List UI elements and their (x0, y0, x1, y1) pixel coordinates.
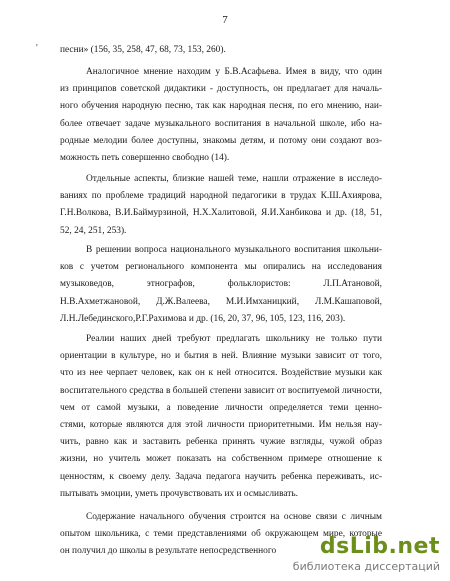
text-line: что из нее черпает человек, как он к ней относится. Воздействие музыки как (60, 368, 382, 379)
text-line: Н.В.Ахметжановой, Д.Ж.Валеева, М.И.Имханицкий, Л.М.Кашаповой, (60, 296, 382, 307)
text-line: песни» (156, 35, 258, 47, 68, 73, 153, 260). (60, 45, 226, 55)
text-line: Отдельные аспекты, близкие нашей теме, нашли отражение в исследо- (86, 174, 382, 184)
text-line: В решении вопроса национального музыкального воспитания школьни- (86, 245, 382, 255)
text-line: чить, равно как и заставить ребенка принять чужие взгляды, чужой образ (60, 437, 382, 448)
text-line: чем от самой музыки, а поведение личности определяется теми ценно- (60, 402, 382, 413)
text-line: из принципов советской дидактики - доступность, он предлагает для началь- (60, 84, 382, 95)
watermark-subtitle: библиотека диссертаций (292, 560, 440, 573)
text-line: 52, 24, 251, 253). (60, 225, 127, 236)
text-line: более отвечает задаче музыкального воспитания в начальной школе, ибо на- (60, 118, 382, 129)
text-line: пытывать эмоции, уметь прочувствовать их и осмысливать. (60, 488, 299, 499)
paragraph (60, 331, 382, 503)
text-line: Г.Н.Волкова, В.И.Баймурзиной, Н.Х.Халитовой, Я.И.Ханбикова и др. (18, 51, (60, 208, 382, 219)
text-line: ваниях по проблеме традиций народной педагогики в трудах К.Ш.Ахиярова, (60, 191, 382, 202)
watermark (293, 535, 440, 573)
paragraph (60, 42, 382, 59)
text-line: Л.Н.Лебединского,Р.Г.Рахимова и др. (16, 20, 37, 96, 105, 123, 116, 203). (60, 313, 346, 324)
text-line: воспитательного средства в большей степени зависит от воспитуемой личности, (60, 385, 382, 396)
text-line: он получил до школы в результате непосредственного (60, 546, 277, 557)
paragraph (60, 64, 382, 167)
paragraph (60, 171, 382, 240)
text-line: ориентации в культуре, но и бытия в ней. Влияние музыки зависит от того, (60, 351, 382, 362)
text-line: ков с учетом регионального компонента мы опирались на исследования (60, 262, 382, 273)
paragraph (60, 242, 382, 328)
text-line: опытом школьника, с теми представлениями об окружающем мире, которые (60, 529, 382, 540)
text-line: можность петь совершенно свободно (14). (60, 152, 230, 163)
text-line: жизни, но учитель может показать на собственном примере отношение к (60, 454, 382, 465)
text-line: стями, которые являются для этой личности приоритетными. Им нельзя нау- (60, 419, 382, 430)
text-line: Реалии наших дней требуют предлагать школьнику не только пути (86, 334, 382, 344)
page-number: 7 (222, 14, 228, 26)
margin-mark: ' (36, 43, 38, 54)
text-line: родные мелодии более доступны, знакомы детям, и потому они создают воз- (60, 135, 382, 146)
text-line: Содержание начального обучения строится на основе связи с личным (86, 512, 382, 522)
text-line: ценностям, к своему делу. Задача педагога научить ребенка переживать, ис- (60, 471, 382, 482)
watermark-logo: dsLib.net (319, 534, 440, 559)
text-line: Аналогичное мнение находим у Б.В.Асафьева. Имея в виду, что один (86, 67, 382, 77)
text-line: музыковедов, этнографов, фольклористов: Л.П.Атановой, (60, 279, 382, 290)
text-line: ного обучения народную песню, так как народная песня, по его мнению, наи- (60, 101, 382, 112)
